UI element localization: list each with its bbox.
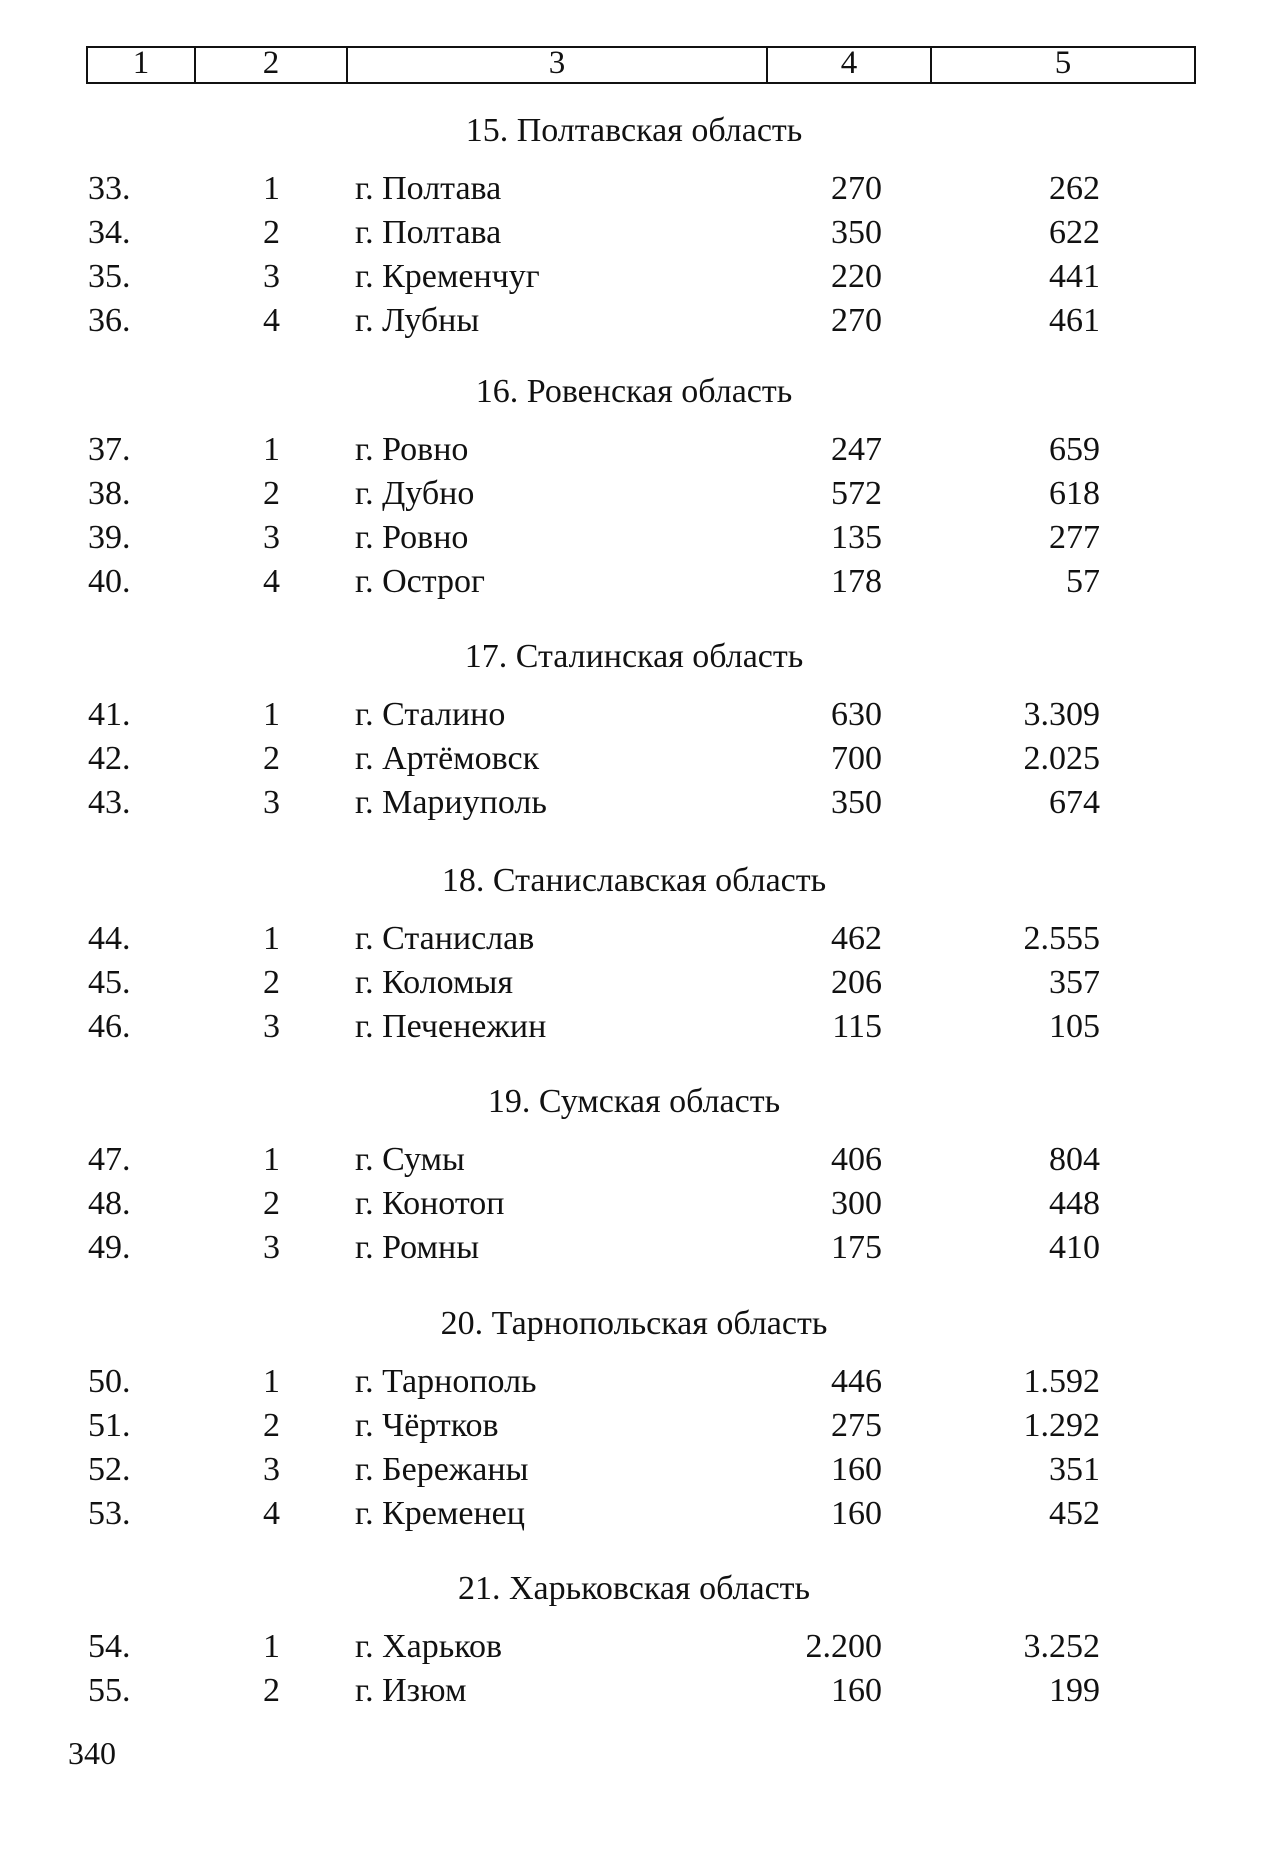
- region-title: 18. Станиславская область: [441, 862, 827, 899]
- table-row: [0, 170, 1268, 214]
- table-row: [0, 1229, 1268, 1273]
- city-name: г. Дубно: [355, 475, 475, 512]
- row-index: 4: [263, 1495, 280, 1532]
- table-row: [0, 214, 1268, 258]
- city-name: г. Изюм: [355, 1672, 467, 1709]
- city-name: г. Мариуполь: [355, 784, 547, 821]
- value-col-5: 804: [1049, 1141, 1100, 1178]
- row-index: 2: [263, 214, 280, 251]
- row-index: 2: [263, 475, 280, 512]
- value-col-4: 572: [831, 475, 882, 512]
- region-title: 20. Тарнопольская область: [440, 1305, 828, 1342]
- value-col-5: 199: [1049, 1672, 1100, 1709]
- value-col-4: 115: [832, 1008, 882, 1045]
- header-col-1: 1: [88, 48, 196, 82]
- value-col-4: 160: [831, 1451, 882, 1488]
- value-col-5: 262: [1049, 170, 1100, 207]
- table-row: [0, 740, 1268, 784]
- row-number: 50.: [88, 1363, 131, 1400]
- row-number: 46.: [88, 1008, 131, 1045]
- row-index: 1: [263, 431, 280, 468]
- value-col-5: 674: [1049, 784, 1100, 821]
- row-index: 3: [263, 1229, 280, 1266]
- table-row: [0, 1363, 1268, 1407]
- value-col-5: 410: [1049, 1229, 1100, 1266]
- value-col-4: 350: [831, 784, 882, 821]
- value-col-5: 1.592: [1023, 1363, 1100, 1400]
- row-index: 3: [263, 519, 280, 556]
- table-row: [0, 1672, 1268, 1716]
- table-row: [0, 696, 1268, 740]
- city-name: г. Полтава: [355, 170, 502, 207]
- row-number: 36.: [88, 302, 131, 339]
- row-index: 2: [263, 964, 280, 1001]
- city-name: г. Бережаны: [355, 1451, 529, 1488]
- table-row: [0, 1407, 1268, 1451]
- value-col-5: 105: [1049, 1008, 1100, 1045]
- header-col-2: 2: [196, 48, 348, 82]
- value-col-4: 175: [831, 1229, 882, 1266]
- value-col-5: 277: [1049, 519, 1100, 556]
- row-number: 49.: [88, 1229, 131, 1266]
- value-col-5: 2.555: [1023, 920, 1100, 957]
- value-col-4: 2.200: [805, 1628, 882, 1665]
- value-col-4: 350: [831, 214, 882, 251]
- row-index: 3: [263, 784, 280, 821]
- table-row: [0, 784, 1268, 828]
- row-index: 2: [263, 740, 280, 777]
- region-title: 21. Харьковская область: [457, 1570, 811, 1607]
- value-col-4: 630: [831, 696, 882, 733]
- row-index: 2: [263, 1672, 280, 1709]
- header-col-5: 5: [1054, 45, 1072, 81]
- row-number: 44.: [88, 920, 131, 957]
- value-col-4: 446: [831, 1363, 882, 1400]
- row-index: 3: [263, 1451, 280, 1488]
- row-number: 40.: [88, 563, 131, 600]
- value-col-5: 452: [1049, 1495, 1100, 1532]
- value-col-5: 659: [1049, 431, 1100, 468]
- table-row: [0, 1628, 1268, 1672]
- header-col-4: 4: [768, 48, 932, 82]
- table-row: [0, 920, 1268, 964]
- value-col-4: 160: [831, 1672, 882, 1709]
- value-col-4: 275: [831, 1407, 882, 1444]
- value-col-5: 3.309: [1023, 696, 1100, 733]
- table-row: [0, 258, 1268, 302]
- city-name: г. Тарнополь: [355, 1363, 537, 1400]
- row-index: 1: [263, 1141, 280, 1178]
- table-row: [0, 431, 1268, 475]
- value-col-5: 2.025: [1023, 740, 1100, 777]
- row-number: 53.: [88, 1495, 131, 1532]
- value-col-4: 270: [831, 302, 882, 339]
- city-name: г. Сталино: [355, 696, 506, 733]
- city-name: г. Станислав: [355, 920, 535, 957]
- row-index: 1: [263, 1363, 280, 1400]
- row-index: 2: [263, 1185, 280, 1222]
- city-name: г. Коломыя: [355, 964, 513, 1001]
- value-col-5: 1.292: [1023, 1407, 1100, 1444]
- value-col-5: 3.252: [1023, 1628, 1100, 1665]
- city-name: г. Ровно: [355, 519, 469, 556]
- row-number: 55.: [88, 1672, 131, 1709]
- table-row: [0, 475, 1268, 519]
- value-col-5: 448: [1049, 1185, 1100, 1222]
- city-name: г. Кременец: [355, 1495, 525, 1532]
- row-index: 1: [263, 696, 280, 733]
- page-number: 340: [68, 1735, 116, 1771]
- city-name: г. Острог: [355, 563, 485, 600]
- row-number: 47.: [88, 1141, 131, 1178]
- value-col-4: 300: [831, 1185, 882, 1222]
- row-number: 51.: [88, 1407, 131, 1444]
- city-name: г. Полтава: [355, 214, 502, 251]
- value-col-5: 357: [1049, 964, 1100, 1001]
- row-index: 1: [263, 1628, 280, 1665]
- row-index: 1: [263, 920, 280, 957]
- table-row: [0, 964, 1268, 1008]
- row-index: 1: [263, 170, 280, 207]
- value-col-4: 406: [831, 1141, 882, 1178]
- row-number: 34.: [88, 214, 131, 251]
- row-index: 4: [263, 302, 280, 339]
- region-title: 17. Сталинская область: [464, 638, 804, 675]
- row-number: 41.: [88, 696, 131, 733]
- value-col-5: 351: [1049, 1451, 1100, 1488]
- row-number: 45.: [88, 964, 131, 1001]
- region-title: 15. Полтавская область: [465, 112, 803, 149]
- value-col-4: 270: [831, 170, 882, 207]
- value-col-4: 700: [831, 740, 882, 777]
- table-row: [0, 519, 1268, 563]
- row-number: 39.: [88, 519, 131, 556]
- city-name: г. Кременчуг: [355, 258, 540, 295]
- table-row: [0, 1495, 1268, 1539]
- value-col-5: 441: [1049, 258, 1100, 295]
- city-name: г. Харьков: [355, 1628, 503, 1665]
- row-number: 42.: [88, 740, 131, 777]
- row-index: 3: [263, 1008, 280, 1045]
- city-name: г. Лубны: [355, 302, 480, 339]
- table-row: [0, 1141, 1268, 1185]
- value-col-4: 220: [831, 258, 882, 295]
- header-col-3: 3: [348, 48, 768, 82]
- value-col-4: 462: [831, 920, 882, 957]
- value-col-4: 206: [831, 964, 882, 1001]
- row-number: 54.: [88, 1628, 131, 1665]
- row-number: 38.: [88, 475, 131, 512]
- row-index: 4: [263, 563, 280, 600]
- city-name: г. Ромны: [355, 1229, 480, 1266]
- table-row: [0, 1008, 1268, 1052]
- row-number: 35.: [88, 258, 131, 295]
- row-number: 52.: [88, 1451, 131, 1488]
- value-col-5: 618: [1049, 475, 1100, 512]
- table-row: [0, 1185, 1268, 1229]
- row-number: 43.: [88, 784, 131, 821]
- city-name: г. Печенежин: [355, 1008, 547, 1045]
- table-row: [0, 563, 1268, 607]
- region-title: 16. Ровенская область: [475, 373, 793, 410]
- value-col-4: 135: [831, 519, 882, 556]
- value-col-5: 461: [1049, 302, 1100, 339]
- row-number: 33.: [88, 170, 131, 207]
- row-index: 2: [263, 1407, 280, 1444]
- value-col-5: 622: [1049, 214, 1100, 251]
- city-name: г. Чёртков: [355, 1407, 499, 1444]
- value-col-4: 160: [831, 1495, 882, 1532]
- value-col-5: 57: [1066, 563, 1100, 600]
- city-name: г. Артёмовск: [355, 740, 540, 777]
- city-name: г. Конотоп: [355, 1185, 505, 1222]
- city-name: г. Ровно: [355, 431, 469, 468]
- region-title: 19. Сумская область: [487, 1083, 781, 1120]
- value-col-4: 247: [831, 431, 882, 468]
- row-number: 48.: [88, 1185, 131, 1222]
- row-number: 37.: [88, 431, 131, 468]
- value-col-4: 178: [831, 563, 882, 600]
- city-name: г. Сумы: [355, 1141, 465, 1178]
- table-header: [86, 46, 1196, 84]
- table-row: [0, 1451, 1268, 1495]
- row-index: 3: [263, 258, 280, 295]
- table-row: [0, 302, 1268, 346]
